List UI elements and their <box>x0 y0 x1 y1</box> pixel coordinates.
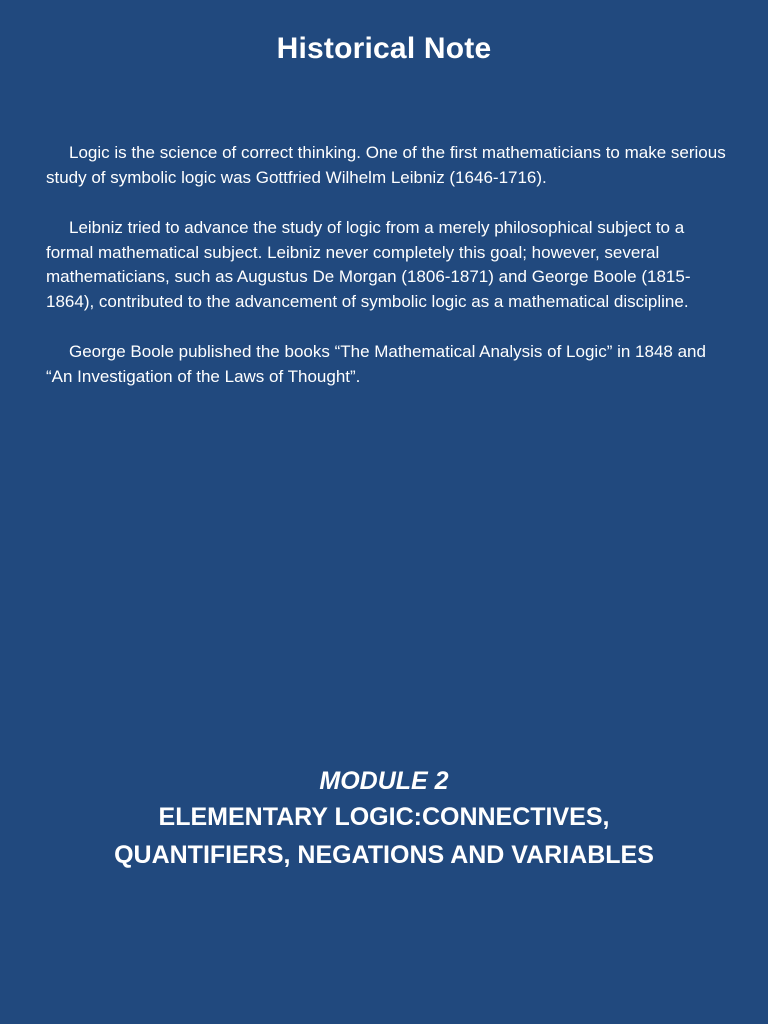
paragraph-2: Leibniz tried to advance the study of logic from a merely philosophical subject to a formal mathematical subject. Leibniz never completely this goal; however, several mathematicians, such as Augustus De Morgan (1806-1871) and George Boole (1815-1864), contributed to the advancement of symbolic logic as a mathematical discipline. <box>46 218 691 311</box>
paragraph-3: George Boole published the books “The Mathematical Analysis of Logic” in 1848 and “An Investigation of the Laws of Thought”. <box>46 342 706 386</box>
paragraph-1: Logic is the science of correct thinking. One of the first mathematicians to make serious study of symbolic logic was Gottfried Wilhelm Leibniz (1646-1716). <box>46 143 726 187</box>
historical-note-body <box>46 141 726 415</box>
module-title-line-1: ELEMENTARY LOGIC:CONNECTIVES, <box>158 803 610 831</box>
module-heading <box>0 764 768 874</box>
module-title-line-2: QUANTIFIERS, NEGATIONS AND VARIABLES <box>114 841 654 869</box>
page-title: Historical Note <box>276 32 492 65</box>
module-label: MODULE 2 <box>319 767 449 795</box>
